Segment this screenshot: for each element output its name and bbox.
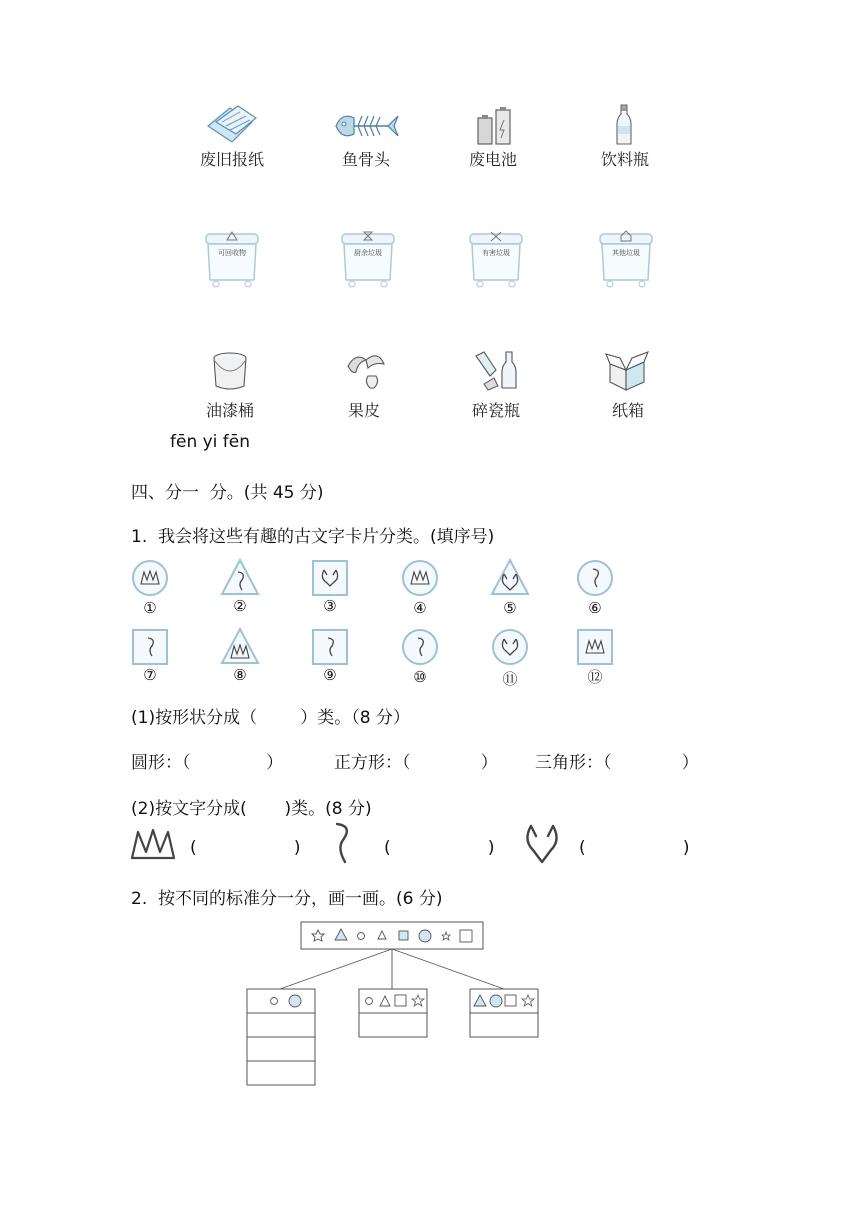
waste-label-newspaper: 废旧报纸 bbox=[199, 150, 264, 169]
ancient-character-cards bbox=[125, 556, 645, 690]
waste-label-bottle: 饮料瓶 bbox=[600, 150, 649, 169]
broken-bottle-icon bbox=[472, 348, 520, 392]
bin-label-other: 其他垃圾 bbox=[612, 249, 640, 257]
card-number-11: ⑪ bbox=[502, 670, 518, 688]
card-number-7: ⑦ bbox=[143, 666, 157, 684]
pinyin-annotation: fēn yi fēn bbox=[170, 432, 251, 452]
waste-label-broken-bottle: 碎瓷瓶 bbox=[471, 401, 520, 420]
bottle-icon bbox=[614, 104, 634, 146]
other-bin-icon bbox=[598, 228, 654, 290]
card-number-12: ⑫ bbox=[587, 668, 603, 686]
card-number-4: ④ bbox=[413, 599, 427, 617]
newspaper-icon bbox=[202, 104, 260, 146]
card-7 bbox=[133, 630, 167, 664]
section-title: 四、分一 分。(共 45 分) bbox=[131, 483, 324, 503]
circle-answer-line: 圆形：（ ） bbox=[131, 753, 284, 773]
question-1-part-2: (2)按文字分成( )类。(8 分) bbox=[131, 799, 372, 819]
classification-tree-diagram bbox=[244, 920, 544, 1090]
card-10 bbox=[403, 630, 437, 664]
card-6 bbox=[578, 561, 612, 595]
waste-label-paint-bucket: 油漆桶 bbox=[205, 401, 254, 420]
battery-icon bbox=[474, 106, 518, 146]
answer-blank-person: ( ) bbox=[384, 838, 495, 858]
bin-label-hazardous: 有害垃圾 bbox=[482, 249, 510, 257]
card-11 bbox=[493, 630, 527, 664]
fishbone-icon bbox=[332, 110, 402, 142]
bin-label-recyclable: 可回收物 bbox=[218, 249, 246, 257]
card-9 bbox=[313, 630, 347, 664]
person-character-icon bbox=[333, 822, 357, 864]
card-5 bbox=[492, 560, 528, 594]
carton-icon bbox=[604, 348, 650, 392]
paint-bucket-icon bbox=[210, 350, 250, 392]
card-number-6: ⑥ bbox=[588, 599, 602, 617]
question-1-part-1: (1)按形状分成（ ）类。（8 分） bbox=[131, 708, 411, 728]
card-4 bbox=[403, 561, 437, 595]
card-3 bbox=[313, 561, 347, 595]
fruit-peel-icon bbox=[344, 350, 388, 392]
mountain-character-icon bbox=[130, 828, 176, 860]
card-8 bbox=[222, 629, 258, 663]
recycle-bin-icon bbox=[204, 228, 260, 290]
ox-character-icon bbox=[523, 824, 561, 864]
waste-label-fishbone: 鱼骨头 bbox=[341, 150, 390, 169]
card-number-1: ① bbox=[143, 599, 157, 617]
question-2-title: 2. 按不同的标准分一分，画一画。(6 分) bbox=[131, 889, 443, 909]
hazard-bin-icon bbox=[468, 228, 524, 290]
card-2 bbox=[222, 560, 258, 594]
kitchen-bin-icon bbox=[340, 228, 396, 290]
card-number-8: ⑧ bbox=[233, 666, 247, 684]
card-12 bbox=[578, 630, 612, 664]
waste-label-battery: 废电池 bbox=[468, 150, 517, 169]
card-number-5: ⑤ bbox=[503, 599, 517, 617]
triangle-answer-line: 三角形：（ ） bbox=[535, 753, 699, 773]
waste-label-fruit-peel: 果皮 bbox=[347, 401, 380, 420]
card-1 bbox=[133, 561, 167, 595]
answer-blank-mountain: ( ) bbox=[190, 838, 301, 858]
card-number-3: ③ bbox=[323, 597, 337, 615]
card-number-10: ⑩ bbox=[413, 668, 427, 686]
question-1-title: 1. 我会将这些有趣的古文字卡片分类。(填序号) bbox=[131, 527, 495, 547]
card-number-2: ② bbox=[233, 597, 247, 615]
card-number-9: ⑨ bbox=[323, 666, 337, 684]
waste-label-carton: 纸箱 bbox=[611, 401, 644, 420]
square-answer-line: 正方形：（ ） bbox=[334, 753, 498, 773]
bin-label-kitchen: 厨余垃圾 bbox=[354, 249, 382, 257]
answer-blank-ox: ( ) bbox=[579, 838, 690, 858]
